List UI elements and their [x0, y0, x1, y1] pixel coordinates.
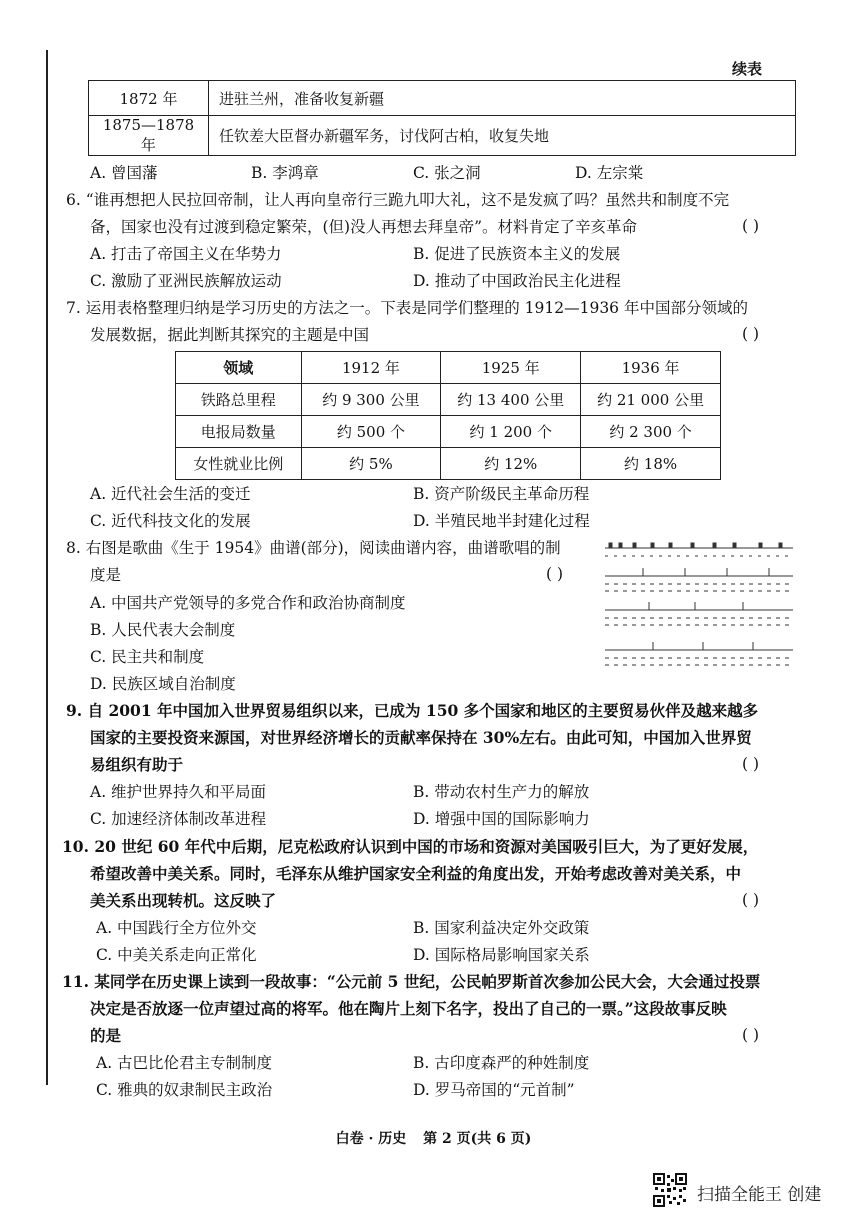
table-cell: 约 500 个: [301, 416, 441, 448]
q6-stem-line1: 6. “谁再想把人民拉回帝制，让人再向皇帝行三跪九叩大礼，这不是发疯了吗？虽然共和制度不完: [66, 191, 730, 209]
table-header: 领域: [176, 352, 302, 384]
score-line-3: [605, 602, 793, 625]
q11-option-a: A. 古巴比伦君主专制制度: [96, 1054, 273, 1072]
q7-option-c: C. 近代科技文化的发展: [90, 512, 251, 530]
table-cell: 女性就业比例: [176, 448, 302, 480]
q5-option-d: D. 左宗棠: [575, 164, 644, 182]
table-row: [89, 116, 796, 156]
table-cell: 约 5%: [301, 448, 441, 480]
table-row: [176, 448, 721, 480]
q11-stem-line1: 11. 某同学在历史课上读到一段故事：“公元前 5 世纪，公民帕罗斯首次参加公民大会，大会通过投票: [62, 972, 761, 991]
table-cell-year: 1875—1878 年: [89, 116, 209, 156]
q10-option-d: D. 国际格局影响国家关系: [413, 946, 590, 964]
table-cell: 约 9 300 公里: [301, 384, 441, 416]
q11-option-d: D. 罗马帝国的“元首制”: [413, 1081, 575, 1099]
q8-option-d: D. 民族区域自治制度: [90, 675, 236, 693]
q7-stem-line2: 发展数据，据此判断其探究的主题是中国: [90, 326, 370, 344]
q6-option-a: A. 打击了帝国主义在华势力: [90, 245, 282, 263]
q8-stem-line1: 8. 右图是歌曲《生于 1954》曲谱(部分)，阅读曲谱内容，曲谱歌唱的制: [66, 539, 561, 557]
q10-option-c: C. 中美关系走向正常化: [96, 946, 257, 964]
q11-stem-line3: 的是: [90, 1026, 122, 1045]
scanner-watermark: 扫描全能王 创建: [697, 1185, 822, 1205]
table-cell-event: 进驻兰州，准备收复新疆: [209, 81, 796, 116]
q7-answer-blank: ( ): [742, 325, 760, 343]
q10-answer-blank: ( ): [742, 891, 760, 909]
table-cell-event: 任钦差大臣督办新疆军务，讨伐阿古柏，收复失地: [209, 116, 796, 156]
table-cell-year: 1872 年: [89, 81, 209, 116]
table-header: 1912 年: [301, 352, 441, 384]
page-footer: [0, 1128, 867, 1148]
table-row: [89, 81, 796, 116]
table-row: [176, 416, 721, 448]
q10-stem-line3: 美关系出现转机。这反映了: [90, 891, 277, 910]
table-cell: 约 13 400 公里: [441, 384, 581, 416]
table-cell: 约 18%: [581, 448, 721, 480]
q6-option-c: C. 激励了亚洲民族解放运动: [90, 272, 282, 290]
q5-option-a: A. 曾国藩: [90, 164, 158, 182]
footer-paper-name: 白卷 · 历史: [335, 1131, 407, 1147]
q9-stem-line3: 易组织有助于: [90, 755, 184, 774]
q10-stem-line2: 希望改善中美关系。同时，毛泽东从维护国家安全利益的角度出发，开始考虑改善对美关系，中: [90, 864, 742, 883]
q9-answer-blank: ( ): [742, 755, 760, 773]
table-cell: 约 2 300 个: [581, 416, 721, 448]
score-line-4: [605, 642, 793, 665]
q11-stem-line2: 决定是否放逐一位声望过高的将军。他在陶片上刻下名字，投出了自己的一票。”这段故事反映: [90, 999, 727, 1018]
qr-code-icon: [653, 1173, 687, 1207]
table-cell: 约 12%: [441, 448, 581, 480]
q10-option-b: B. 国家利益决定外交政策: [413, 919, 590, 937]
q9-option-a: A. 维护世界持久和平局面: [90, 783, 267, 801]
footer-page-number: 第 2 页(共 6 页): [423, 1131, 532, 1147]
q7-data-table: [175, 351, 721, 480]
q8-option-b: B. 人民代表大会制度: [90, 621, 236, 639]
q8-stem-line2: 度是: [90, 566, 122, 584]
table-zuo-zongtang: [88, 80, 796, 156]
continued-label: 续表: [732, 60, 763, 78]
q6-option-b: B. 促进了民族资本主义的发展: [413, 245, 621, 263]
q5-option-c: C. 张之洞: [413, 164, 481, 182]
q8-answer-blank: ( ): [546, 565, 564, 583]
q9-stem-line2: 国家的主要投资来源国，对世界经济增长的贡献率保持在 30%左右。由此可知，中国加入世界贸: [90, 728, 752, 747]
q9-option-c: C. 加速经济体制改革进程: [90, 810, 267, 828]
q7-stem-line1: 7. 运用表格整理归纳是学习历史的方法之一。下表是同学们整理的 1912—1936 年中国部分领域的: [66, 299, 748, 317]
table-cell: 电报局数量: [176, 416, 302, 448]
q6-option-d: D. 推动了中国政治民主化进程: [413, 272, 621, 290]
q7-option-d: D. 半殖民地半封建化过程: [413, 512, 590, 530]
score-line-2: [605, 568, 793, 591]
q10-option-a: A. 中国践行全方位外交: [96, 919, 257, 937]
q11-option-b: B. 古印度森严的种姓制度: [413, 1054, 590, 1072]
score-line-1: [605, 543, 793, 556]
q10-stem-line1: 10. 20 世纪 60 年代中后期，尼克松政府认识到中国的市场和资源对美国吸引巨大，为了更好发展，: [62, 837, 759, 856]
table-header: 1936 年: [581, 352, 721, 384]
music-score-image: [603, 540, 795, 672]
q11-option-c: C. 雅典的奴隶制民主政治: [96, 1081, 273, 1099]
q7-option-a: A. 近代社会生活的变迁: [90, 485, 251, 503]
q9-option-b: B. 带动农村生产力的解放: [413, 783, 590, 801]
table-header: 1925 年: [441, 352, 581, 384]
table-row: [176, 384, 721, 416]
q9-option-d: D. 增强中国的国际影响力: [413, 810, 590, 828]
q6-stem-line2: 备，国家也没有过渡到稳定繁荣，(但)没人再想去拜皇帝”。材料肯定了辛亥革命: [90, 218, 638, 236]
left-margin-line: [46, 50, 48, 1085]
q8-option-a: A. 中国共产党领导的多党合作和政治协商制度: [90, 594, 406, 612]
q6-answer-blank: ( ): [742, 217, 760, 235]
q9-stem-line1: 9. 自 2001 年中国加入世界贸易组织以来，已成为 150 多个国家和地区的主要贸易伙伴及越来越多: [66, 701, 759, 720]
table-cell: 铁路总里程: [176, 384, 302, 416]
table-cell: 约 21 000 公里: [581, 384, 721, 416]
table-header-row: [176, 352, 721, 384]
table-cell: 约 1 200 个: [441, 416, 581, 448]
q7-option-b: B. 资产阶级民主革命历程: [413, 485, 590, 503]
q8-option-c: C. 民主共和制度: [90, 648, 205, 666]
q11-answer-blank: ( ): [742, 1026, 760, 1044]
q5-option-b: B. 李鸿章: [251, 164, 319, 182]
